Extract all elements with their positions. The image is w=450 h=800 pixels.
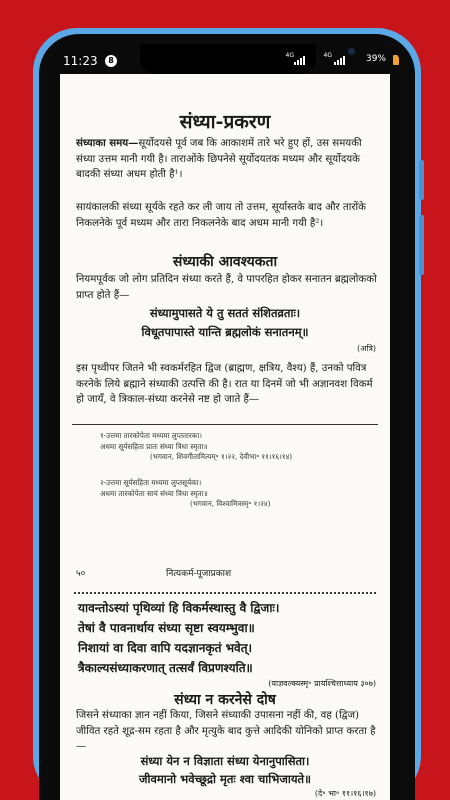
footnote-1-line-2: अधमा सूर्यसहिता प्रातः संध्या त्रिधा स्मृता॥: [100, 441, 208, 451]
shloka-1-line-1: संध्यामुपासते ये तु सततं संशितव्रताः।: [149, 306, 301, 320]
footnote-divider: [72, 424, 378, 425]
volume-button: [419, 160, 424, 200]
verse-line-2: तेषां वै पावनार्थाय संध्या सृष्टा स्वयम्भुवा॥: [78, 621, 255, 635]
verse-line-4: त्रैकाल्यसंध्याकरणात् तत्सर्वं विप्रणश्यति॥: [78, 661, 253, 675]
source-devi-bhagavat: (दे॰ भा॰ ११।१६।१७): [314, 789, 376, 798]
paragraph-evening: सायंकालकी संध्या सूर्यके रहते कर ली जाय तो उत्तम, सूर्यास्तके बाद और तारोंके निकलनेके पूर्व मध्यम और तारा निकलनेके बाद अधम मानी गयी है²।: [76, 202, 366, 229]
power-button: [419, 215, 424, 275]
running-header: नित्यकर्म-पूजाप्रकाश: [166, 569, 232, 579]
camera-icon: [348, 48, 355, 55]
scanned-page: [60, 74, 390, 800]
status-time: 11:23: [63, 54, 98, 68]
battery-percent: 39%: [365, 54, 386, 64]
page-title: संध्या-प्रकरण: [179, 111, 271, 133]
shloka-2-line-2: जीवमानो भवेच्छूद्रो मृतः श्वा चाभिजायते॥: [139, 772, 311, 786]
page-number: ५०: [76, 569, 86, 579]
signal-icon-2: [334, 55, 350, 65]
phone-screen: [48, 44, 402, 800]
footnote-2-line-1: २-उत्तमा सूर्यसहिता मध्यमा लुप्तसूर्यका।: [100, 478, 202, 487]
verse-block: [78, 598, 374, 678]
dotted-divider: [74, 592, 376, 594]
paragraph-text: सूर्योदयसे पूर्व जब कि आकाशमें तारे भरे हुए हों, उस समयकी संध्या उत्तम मानी गयी है। ताराओंके छिपनेसे सूर्योदयतक मध्यम और सूर्योदयके बादकी संध्या अधम होती है¹।: [76, 138, 362, 180]
shloka-1-line-2: विधूतपापास्ते यान्ति ब्रह्मलोकं सनातनम्॥: [141, 325, 309, 339]
notification-badge: 8: [105, 55, 117, 67]
paragraph-lead: संध्याका समय—: [76, 137, 139, 149]
footnote-1: [100, 431, 370, 463]
footnote-2-line-2: अधमा तारकोपेता सायं संध्या त्रिधा स्मृता॥: [100, 488, 208, 498]
paragraph-time: [76, 136, 380, 183]
source-atri: (अत्रि): [357, 344, 376, 353]
footnote-2: [100, 478, 370, 510]
heading-necessity: संध्याकी आवश्यकता: [172, 254, 278, 270]
verse-line-1: यावन्तोऽस्यां पृथिव्यां हि विकर्मस्थास्तु वै द्विजाः।: [78, 601, 280, 615]
network-type-2: 4G: [323, 52, 332, 59]
heading-fault: संध्या न करनेसे दोष: [174, 692, 276, 708]
network-type-1: 4G: [285, 52, 294, 59]
footnote-1-line-1: १-उत्तमा तारकोपेता मध्यमा लुप्ततारका।: [100, 431, 202, 440]
shloka-2-line-1: संध्या येन न विज्ञाता संध्या येनानुपासिता।: [140, 754, 310, 768]
signal-icon: [294, 55, 310, 65]
paragraph-fault: जिसने संध्याका ज्ञान नहीं किया, जिसने संध्याकी उपासना नहीं की, वह (द्विज) जीवित रहते शूद्र-सम रहता है और मृत्युके बाद कुत्ते आदिकी योनिको प्राप्त करता है—: [76, 710, 376, 752]
source-yajnavalkya: (याज्ञवल्क्यस्मृ॰ प्रायश्चित्ताध्याय ३०७): [268, 679, 376, 688]
footnote-2-ref: (भगवान, विश्वामित्रस्मृ॰ १।२४): [190, 499, 271, 508]
verse-line-3: निशायां वा दिवा वापि यदज्ञानकृतं भवेत्।: [78, 641, 253, 655]
status-bar: [48, 44, 402, 74]
footnote-1-ref: (भगवान, शिवगीतामित्यम्॰ १।२२, देवीभा॰ ११।१६।१४): [150, 452, 293, 461]
notch: [140, 44, 316, 74]
paragraph-purification: इस पृथ्वीपर जितने भी स्वकर्मरहित द्विज (ब्राह्मण, क्षत्रिय, वैश्य) हैं, उनको पवित्र करनेके लिये ब्रह्माने संध्याकी उत्पत्ति की है। रात या दिनमें जो भी अज्ञानवश विकर्म हो जायँ, वे त्रिकाल-संध्या करनेसे नष्ट हो जाते हैं—: [76, 363, 373, 405]
paragraph-necessity: नियमपूर्वक जो लोग प्रतिदिन संध्या करते हैं, वे पापरहित होकर सनातन ब्रह्मलोकको प्राप्त होते हैं—: [76, 274, 377, 301]
battery-icon: [393, 55, 399, 65]
